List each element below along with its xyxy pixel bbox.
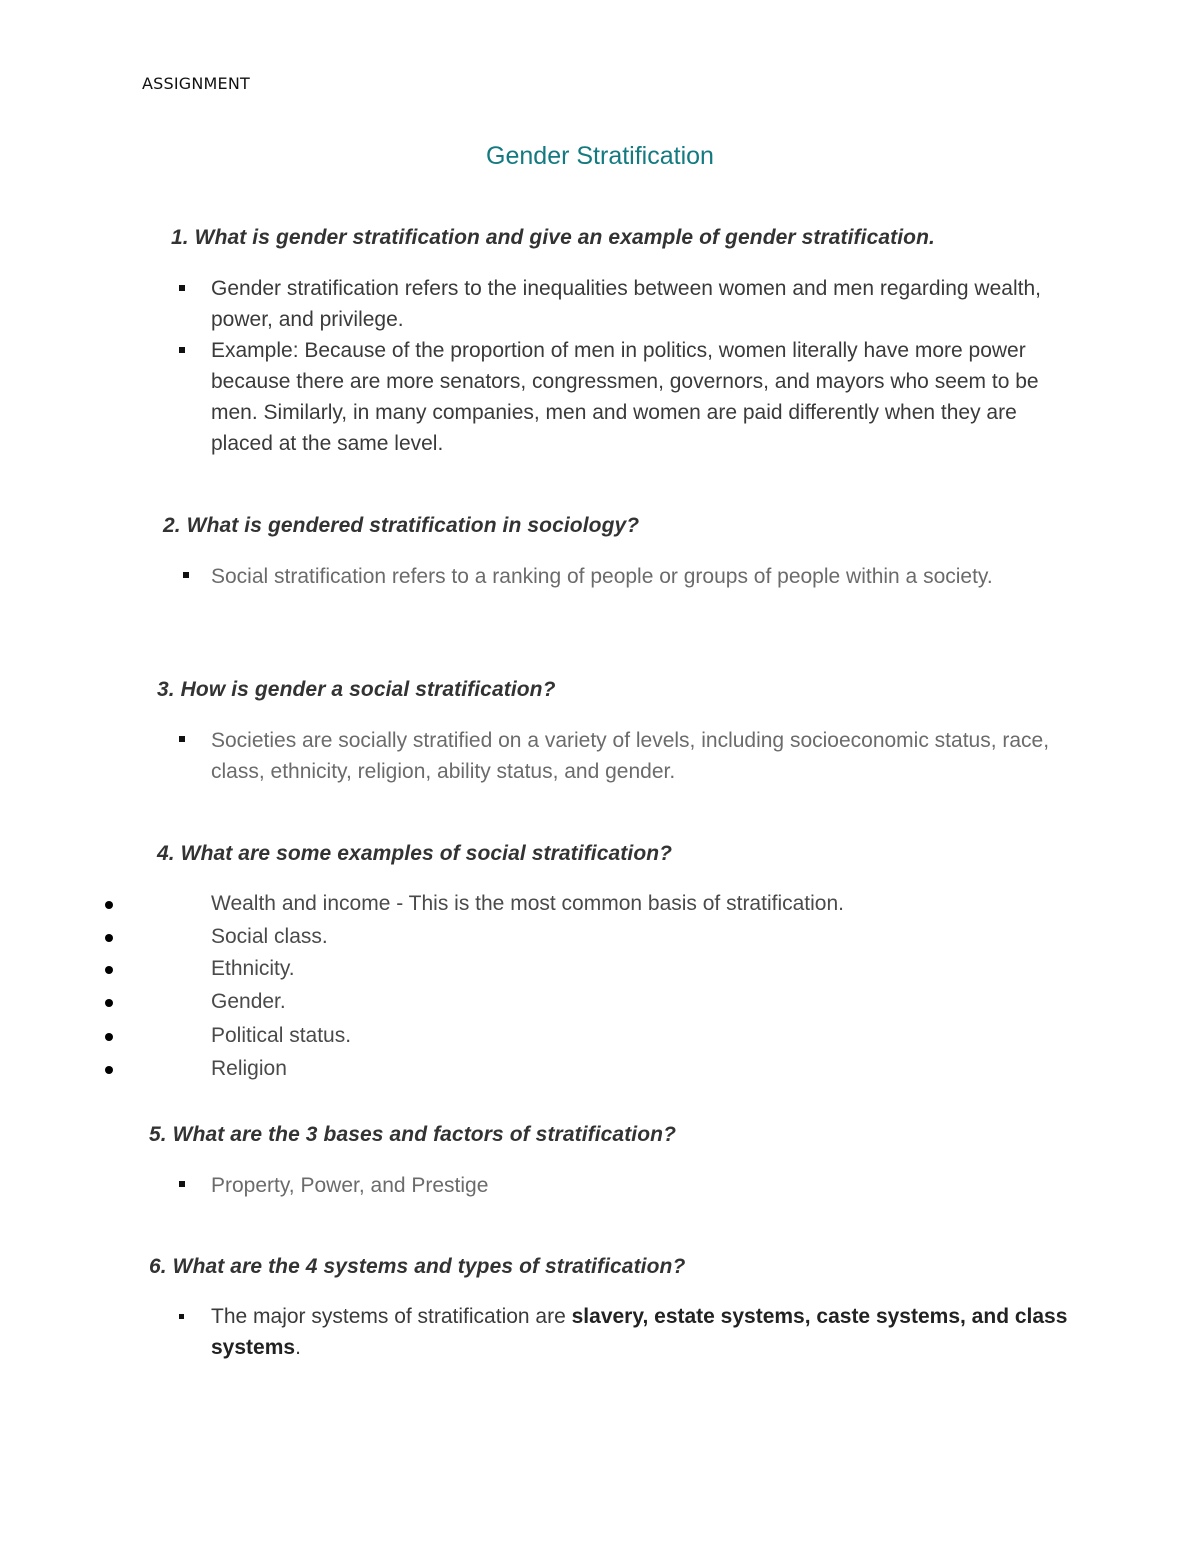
answer-1-example: Example: Because of the proportion of men in politics, women literally have more power because there are more senators, congressmen, governors, and mayors who seem to be men. Similarly, in many companies, men and women are paid differently when they are placed at the same level. — [211, 339, 1039, 455]
list-item: Religion — [211, 1057, 287, 1080]
question-4: 4. What are some examples of social stratification? — [157, 842, 673, 865]
square-bullet-icon — [179, 347, 185, 353]
answer-5: Property, Power, and Prestige — [211, 1174, 489, 1197]
bullet-dot-icon — [105, 999, 113, 1007]
question-3: 3. How is gender a social stratification? — [157, 678, 556, 701]
list-item: Political status. — [211, 1024, 352, 1047]
answer-1-definition: Gender stratification refers to the inequalities between women and men regarding wealth, power, and privilege. — [211, 277, 1041, 331]
question-1: 1. What is gender stratification and give an example of gender stratification. — [171, 226, 935, 249]
document-title: Gender Stratification — [486, 142, 714, 170]
bullet-dot-icon — [105, 1033, 113, 1041]
list-item: Social class. — [211, 925, 328, 948]
bullet-dot-icon — [105, 1066, 113, 1074]
answer-6-systems: slavery, estate systems, caste systems, and class systems — [211, 1305, 1068, 1359]
question-2: 2. What is gendered stratification in sociology? — [163, 514, 640, 537]
answer-6 — [211, 1301, 1071, 1363]
list-item: Gender. — [211, 990, 286, 1013]
square-bullet-icon — [179, 285, 185, 291]
list-item: Wealth and income - This is the most common basis of stratification. — [211, 892, 844, 915]
square-bullet-icon — [183, 572, 189, 578]
question-5: 5. What are the 3 bases and factors of stratification? — [149, 1123, 677, 1146]
answer-3: Societies are socially stratified on a variety of levels, including socioeconomic status, race, class, ethnicity, religion, ability status, and gender. — [211, 729, 1050, 783]
list-item: Ethnicity. — [211, 957, 295, 980]
bullet-dot-icon — [105, 901, 113, 909]
answer-2: Social stratification refers to a ranking of people or groups of people within a society. — [211, 565, 993, 588]
square-bullet-icon — [179, 1314, 184, 1319]
square-bullet-icon — [179, 736, 185, 742]
header-label: ASSIGNMENT — [142, 74, 250, 93]
bullet-dot-icon — [105, 966, 113, 974]
answer-6-prefix: The major systems of stratification are — [211, 1305, 572, 1328]
question-6: 6. What are the 4 systems and types of stratification? — [149, 1255, 686, 1278]
square-bullet-icon — [179, 1181, 185, 1187]
answer-6-suffix: . — [295, 1336, 301, 1359]
bullet-dot-icon — [105, 934, 113, 942]
